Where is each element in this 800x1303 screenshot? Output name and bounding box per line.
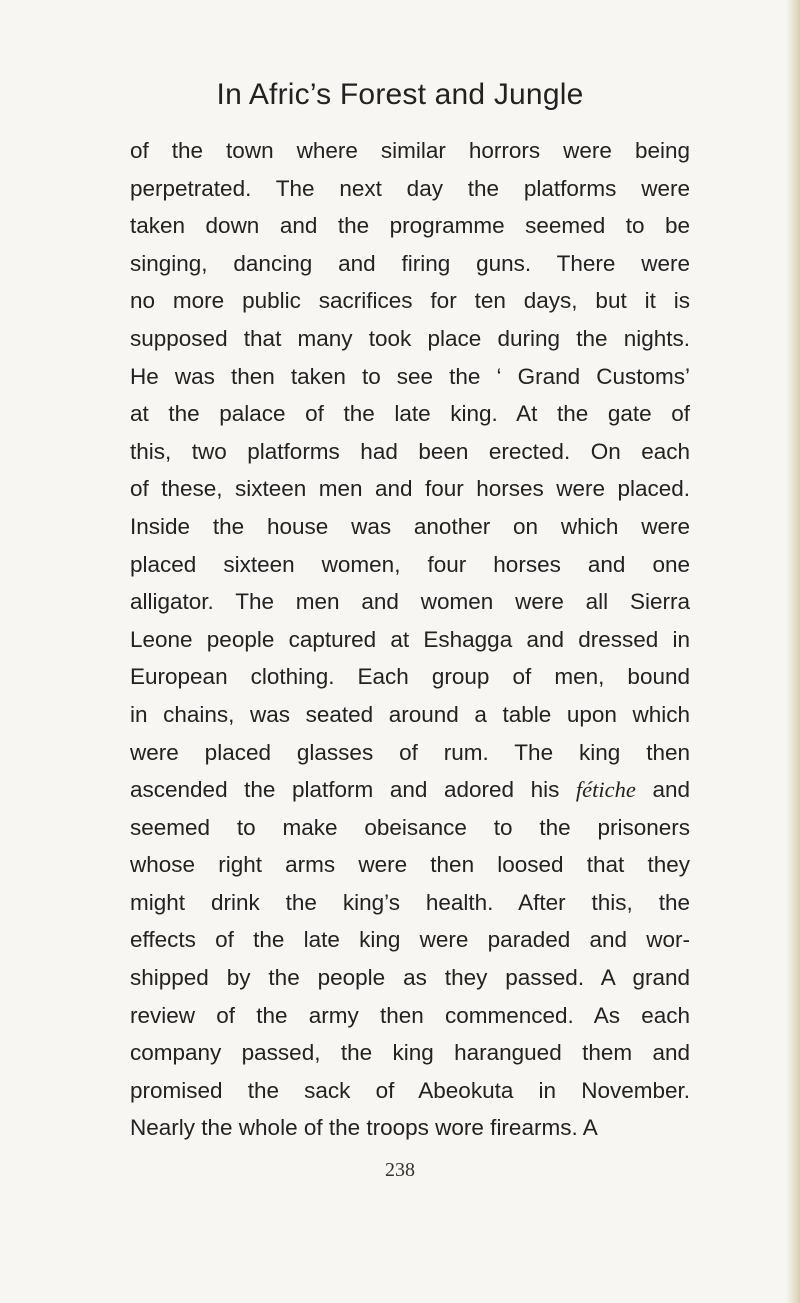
text-line-6: supposed that many took place during the nights. [130,325,690,351]
text-line-16: in chains, was seated around a table upon which [130,701,690,727]
text-line-18-after: and [635,777,690,803]
text-line-18 [130,771,690,809]
text-line-3: taken down and the programme seemed to be [130,213,690,239]
text-line-23: shipped by the people as they passed. A grand [130,965,690,991]
text-line-17: were placed glasses of rum. The king then [130,739,690,765]
text-line-7: He was then taken to see the ‘ Grand Customs’ [130,363,690,389]
text-line-1: of the town where similar horrors were being [130,138,690,163]
text-line-13: alligator. The men and women were all Sierra [130,589,690,615]
text-line-14: Leone people captured at Eshagga and dressed in [130,626,690,652]
running-head: In Afric’s Forest and Jungle [216,78,584,111]
page-number: 238 [385,1159,415,1181]
text-line-9: this, two platforms had been erected. On each [130,438,690,464]
text-line-10: of these, sixteen men and four horses were placed. [130,476,690,502]
text-line-21: might drink the king’s health. After this, the [130,889,690,915]
text-line-2: perpetrated. The next day the platforms were [130,175,690,201]
text-line-24: review of the army then commenced. As each [130,1002,690,1028]
text-line-20: whose right arms were then loosed that they [130,852,690,878]
text-line-8: at the palace of the late king. At the gate of [130,401,690,427]
text-line-12: placed sixteen women, four horses and one [130,551,690,577]
text-line-4: singing, dancing and firing guns. There were [130,250,690,276]
text-line-25: company passed, the king harangued them and [130,1040,690,1066]
body-text [130,132,690,1147]
text-line-18-italic: fétiche [575,777,636,803]
text-line-22: effects of the late king were paraded and wor- [130,927,690,953]
text-line-11: Inside the house was another on which were [130,513,690,539]
text-line-15: European clothing. Each group of men, bound [130,664,690,690]
page-edge-shadow [786,0,800,1303]
text-line-5: no more public sacrifices for ten days, but it is [130,288,690,314]
text-line-19: seemed to make obeisance to the prisoners [130,814,690,840]
text-line-18-before: ascended the platform and adored his [130,777,576,803]
text-line-26: promised the sack of Abeokuta in November. [130,1077,690,1103]
text-line-27: Nearly the whole of the troops wore firearms. A [130,1115,598,1141]
